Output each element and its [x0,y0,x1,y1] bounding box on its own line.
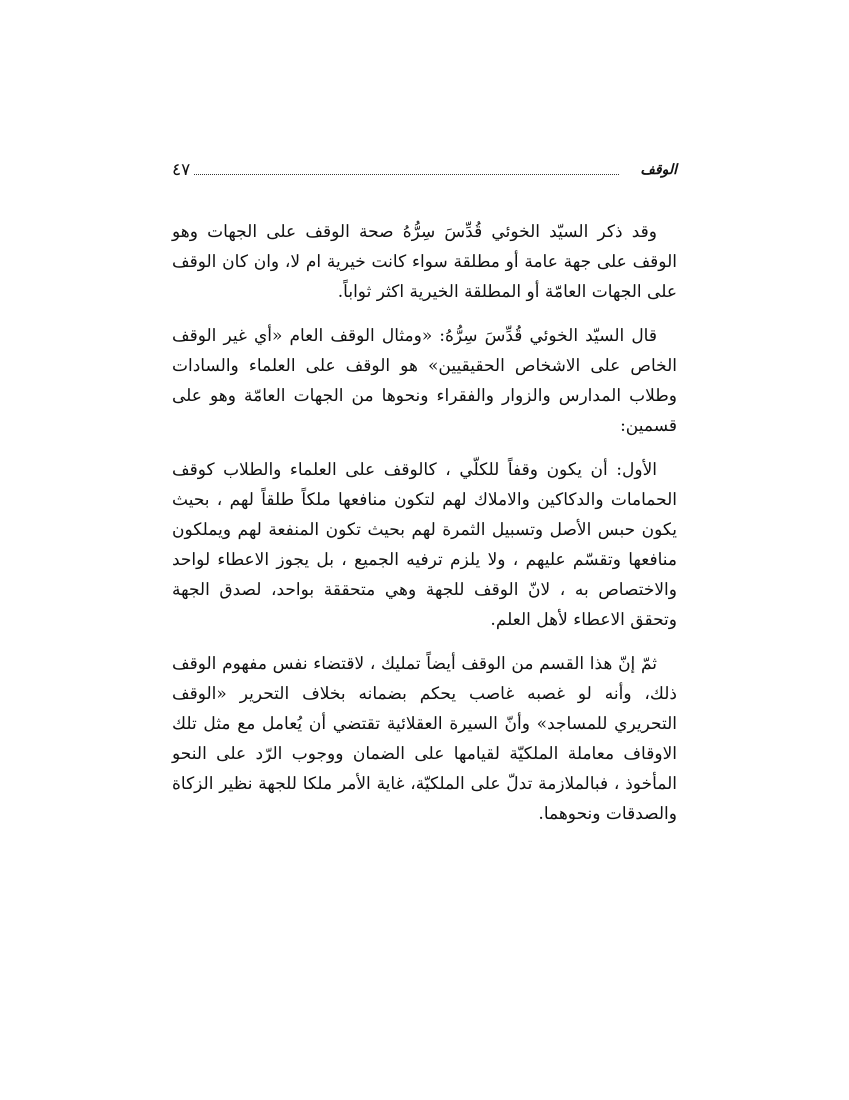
page-header [172,158,677,182]
dotted-leader [194,174,619,175]
page-number: ٤٧ [172,160,191,180]
running-title: الوقف [640,162,677,178]
paragraph-1: وقد ذكر السيّد الخوئي قُدِّسَ سِرُّهُ صحة الوقف على الجهات وهو الوقف على جهة عامة أو مطلقة سواء كانت خيرية ام لا، وان كان الوقف على الجهات العامّة أو المطلقة الخيرية اكثر ثواباً. [172,222,677,302]
paragraph-3: الأول: أن يكون وقفاً للكلّي ، كالوقف على العلماء والطلاب كوقف الحمامات والدكاكين والاملاك لهم لتكون منافعها ملكاً طلقاً لهم ، بحيث يكون حبس الأصل وتسبيل الثمرة لهم بحيث تكون المنفعة لهم ويملكون منافعها وتقسّم عليهم ، ولا يلزم ترفيه الجميع ، بل يجوز الاعطاء لواحد والاختصاص به ، لانّ الوقف للجهة وهي متحققة بواحد، لصدق الجهة وتحقق الاعطاء لأهل العلم. [172,460,677,630]
body-text [172,217,677,843]
paragraph-2: قال السيّد الخوئي قُدِّسَ سِرُّهُ: «ومثال الوقف العام «أي غير الوقف الخاص على الاشخاص الحقيقيين» هو الوقف على العلماء والسادات وطلاب المدارس والزوار والفقراء ونحوها من الجهات العامّة وهو على قسمين: [172,326,677,436]
paragraph-4: ثمّ إنّ هذا القسم من الوقف أيضاً تمليك ، لاقتضاء نفس مفهوم الوقف ذلك، وأنه لو غصبه غاصب يحكم بضمانه بخلاف التحرير «الوقف التحريري للمساجد» وأنّ السيرة العقلائية تقتضي أن يُعامل مع مثل تلك الاوقاف معاملة الملكيّة لقيامها على الضمان ووجوب الرّد على النحو المأخوذ ، فبالملازمة تدلّ على الملكيّة، غاية الأمر ملكا للجهة نظير الزكاة والصدقات ونحوهما. [172,654,677,824]
